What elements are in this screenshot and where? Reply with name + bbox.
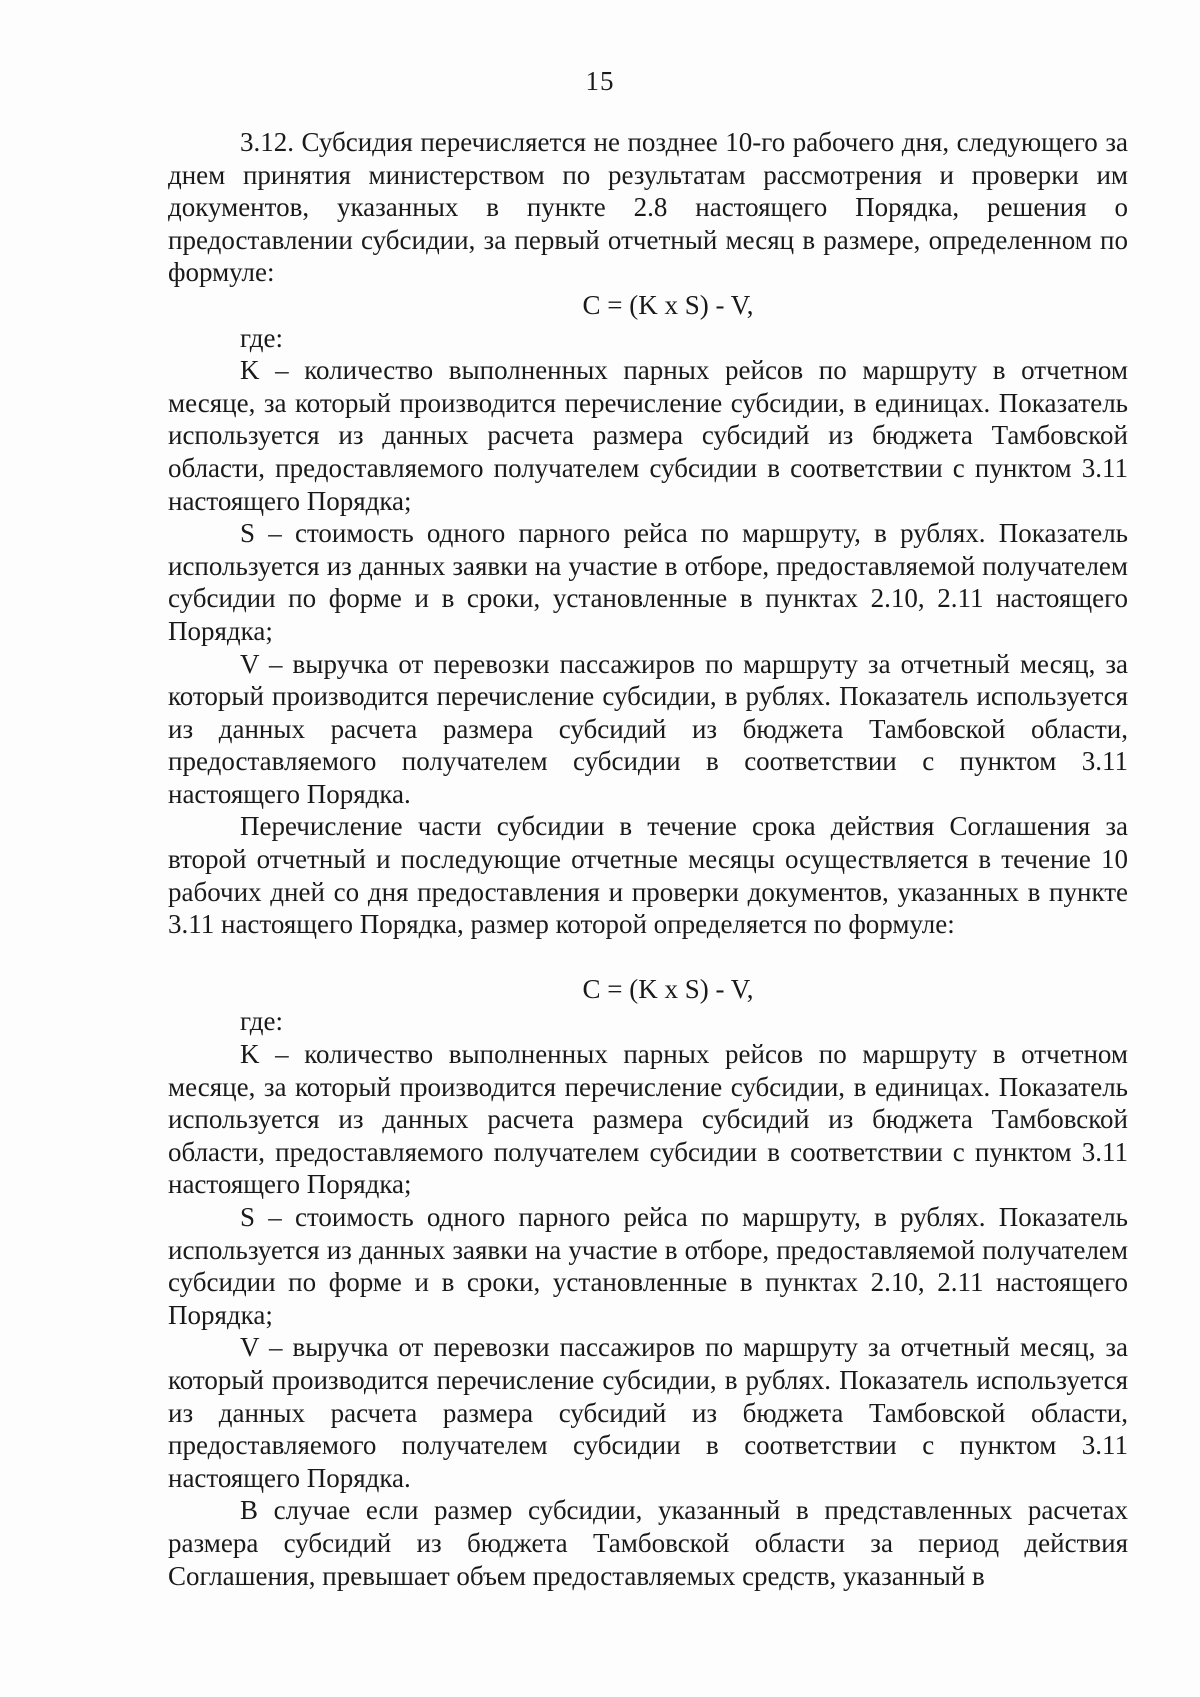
definition-v: V – выручка от перевозки пассажиров по маршруту за отчетный месяц, за который производится перечисление субсидии, в рублях. Показатель используется из данных расчета размера субсидий из бюджета Тамбовской области, предоставляемого получателем субсидии в соответствии с пунктом 3.11 настоящего Порядка. bbox=[168, 1332, 1128, 1493]
where-label: где: bbox=[240, 1006, 283, 1037]
formula: C = (K x S) - V, bbox=[582, 289, 754, 320]
paragraph-excess-case: В случае если размер субсидии, указанный в представленных расчетах размера субсидий из бюджета Тамбовской области за период действия Соглашения, превышает объем предоставляемых средств, указанный в bbox=[168, 1495, 1128, 1591]
paragraph-subsequent-months: Перечисление части субсидии в течение срока действия Соглашения за второй отчетный и последующие отчетные месяцы осуществляется в течение 10 рабочих дней со дня предоставления и проверки документов, указанных в пункте 3.11 настоящего Порядка, размер которой определяется по формуле: bbox=[168, 811, 1128, 940]
definition-k: K – количество выполненных парных рейсов по маршруту в отчетном месяце, за который производится перечисление субсидии, в единицах. Показатель используется из данных расчета размера субсидий из бюджета Тамбовской области, предоставляемого получателем субсидии в соответствии с пунктом 3.11 настоящего Порядка; bbox=[168, 1039, 1128, 1200]
formula: C = (K x S) - V, bbox=[582, 973, 754, 1004]
definition-v: V – выручка от перевозки пассажиров по маршруту за отчетный месяц, за который производится перечисление субсидии, в рублях. Показатель используется из данных расчета размера субсидий из бюджета Тамбовской области, предоставляемого получателем субсидии в соответствии с пунктом 3.11 настоящего Порядка. bbox=[168, 648, 1128, 809]
paragraph-3-12: 3.12. Субсидия перечисляется не позднее 10-го рабочего дня, следующего за днем принятия министерством по результатам рассмотрения и проверки им документов, указанных в пункте 2.8 настоящего Порядка, решения о предоставлении субсидии, за первый отчетный месяц в размере, определенном по формуле: bbox=[168, 127, 1128, 288]
definition-k: K – количество выполненных парных рейсов по маршруту в отчетном месяце, за который производится перечисление субсидии, в единицах. Показатель используется из данных расчета размера субсидий из бюджета Тамбовской области, предоставляемого получателем субсидии в соответствии с пунктом 3.11 настоящего Порядка; bbox=[168, 355, 1128, 516]
definition-s: S – стоимость одного парного рейса по маршруту, в рублях. Показатель используется из данных заявки на участие в отборе, предоставляемой получателем субсидии по форме и в сроки, установленные в пунктах 2.10, 2.11 настоящего Порядка; bbox=[168, 518, 1128, 646]
page-number: 15 bbox=[585, 66, 615, 96]
definition-s: S – стоимость одного парного рейса по маршруту, в рублях. Показатель используется из данных заявки на участие в отборе, предоставляемой получателем субсидии по форме и в сроки, установленные в пунктах 2.10, 2.11 настоящего Порядка; bbox=[168, 1202, 1128, 1330]
document-body bbox=[168, 126, 1128, 1592]
where-label: где: bbox=[240, 322, 283, 353]
